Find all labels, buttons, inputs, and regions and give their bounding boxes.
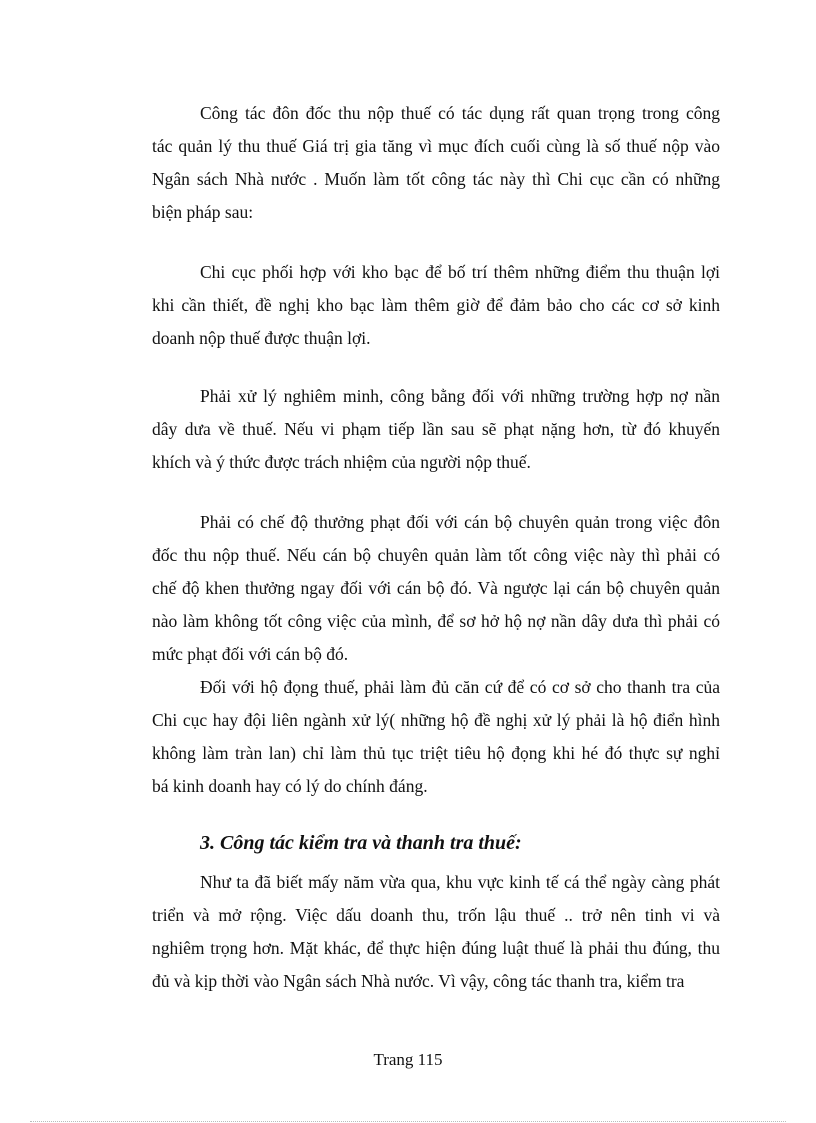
- paragraph-6: [152, 866, 720, 998]
- text-line: Như ta đã biết mấy năm vừa qua, khu vực kinh tế cá thể ngày càng phát: [200, 872, 720, 892]
- text-line: đủ và kịp thời vào Ngân sách Nhà nước. Vì vậy, công tác thanh tra, kiểm tra: [152, 971, 685, 991]
- text-line: Chi cục hay đội liên ngành xử lý( những hộ đề nghị xử lý phải là hộ điển hình: [152, 710, 720, 730]
- text-line: bá kinh doanh hay có lý do chính đáng.: [152, 776, 428, 796]
- text-line: Đối với hộ đọng thuế, phải làm đủ căn cứ để có cơ sở cho thanh tra của: [200, 677, 720, 697]
- text-line: Công tác đôn đốc thu nộp thuế có tác dụng rất quan trọng trong công: [200, 103, 720, 123]
- text-line: Phải có chế độ thưởng phạt đối với cán bộ chuyên quản trong việc đôn: [200, 512, 720, 532]
- paragraph-2: [152, 256, 720, 355]
- text-line: chế độ khen thưởng ngay đối với cán bộ đó. Và ngược lại cán bộ chuyên quản: [152, 578, 720, 598]
- text-line: biện pháp sau:: [152, 202, 254, 222]
- text-line: Phải xử lý nghiêm minh, công bằng đối với những trường hợp nợ nần: [200, 386, 720, 406]
- paragraph-5: [152, 671, 720, 803]
- text-line: tác quản lý thu thuế Giá trị gia tăng vì mục đích cuối cùng là số thuế nộp vào: [152, 136, 720, 156]
- paragraph-1: [152, 97, 720, 229]
- text-line: triển và mở rộng. Việc dấu doanh thu, trốn lậu thuế .. trở nên tinh vi và: [152, 905, 720, 925]
- page-number: Trang 115: [373, 1050, 443, 1069]
- paragraph-3: [152, 380, 720, 479]
- text-line: doanh nộp thuế được thuận lợi.: [152, 328, 371, 348]
- text-line: nào làm không tốt công việc của mình, để sơ hở hộ nợ nần dây dưa thì phải có: [152, 611, 720, 631]
- text-line: dây dưa về thuế. Nếu vi phạm tiếp lần sau sẽ phạt nặng hơn, từ đó khuyến: [152, 419, 720, 439]
- page-bottom-divider: [30, 1121, 786, 1122]
- text-line: khích và ý thức được trách nhiệm của người nộp thuế.: [152, 452, 531, 472]
- text-line: khi cần thiết, đề nghị kho bạc làm thêm giờ để đảm bảo cho các cơ sở kinh: [152, 295, 720, 315]
- text-line: nghiêm trọng hơn. Mặt khác, để thực hiện đúng luật thuế là phải thu đúng, thu: [152, 938, 720, 958]
- text-line: mức phạt đối với cán bộ đó.: [152, 644, 349, 664]
- paragraph-4: [152, 506, 720, 671]
- text-line: Chi cục phối hợp với kho bạc để bố trí thêm những điểm thu thuận lợi: [200, 262, 720, 282]
- section-heading: 3. Công tác kiểm tra và thanh tra thuế:: [200, 832, 522, 854]
- text-line: không làm tràn lan) chỉ làm thủ tục triệt tiêu hộ đọng khi hé đó thực sự nghỉ: [152, 743, 720, 763]
- text-line: Ngân sách Nhà nước . Muốn làm tốt công tác này thì Chi cục cần có những: [152, 169, 720, 189]
- text-line: đốc thu nộp thuế. Nếu cán bộ chuyên quản làm tốt công việc này thì phải có: [152, 545, 720, 565]
